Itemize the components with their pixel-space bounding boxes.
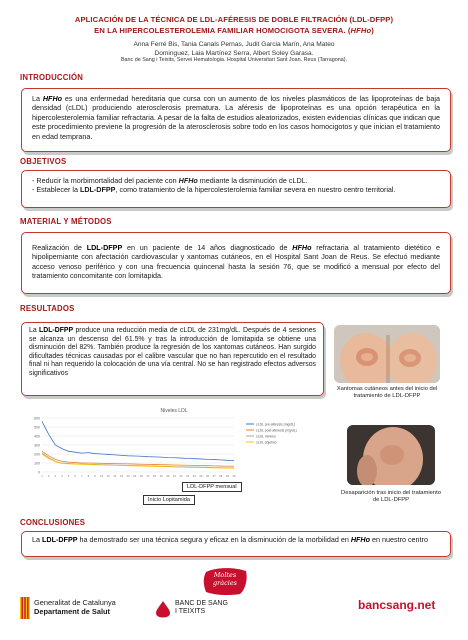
x-tick-label: 20: [166, 474, 170, 478]
legend-label: cLDL post-aféresis (mg/dL): [256, 428, 297, 433]
section-heading-results: RESULTADOS: [20, 304, 75, 313]
title-line-1: APLICACIÓN DE LA TÉCNICA DE LDL-AFÉRESIS DE DOBLE FILTRACIÓN (LDL-DFPP): [74, 15, 394, 24]
annotation-lomitapide: Inicio Lopitamida: [143, 495, 195, 505]
legend-label: cLDL pre-aféresis (mg/dL): [256, 422, 296, 427]
series-line: [42, 422, 234, 461]
intro-box: [21, 88, 451, 152]
section-heading-methods: MATERIAL Y MÉTODOS: [20, 217, 112, 226]
bst-text: BANC DE SANG I TEIXITS: [175, 600, 228, 616]
ldl-chart-svg: [24, 404, 324, 504]
x-tick-label: 27: [212, 474, 216, 478]
objective-item-1: - Reducir la morbimortalidad del paciente con HFHo mediante la disminución de cLDL.: [32, 176, 308, 185]
x-tick-label: 16: [139, 474, 143, 478]
xanthoma-photo-before: [334, 325, 440, 383]
x-tick-label: 29: [225, 474, 229, 478]
x-tick-label: 24: [192, 474, 196, 478]
x-tick-label: 14: [126, 474, 130, 478]
x-tick-label: 30: [232, 474, 236, 478]
section-heading-intro: INTRODUCCIÓN: [20, 73, 84, 82]
gencat-text: Generalitat de Catalunya Departament de Salut: [34, 598, 116, 616]
thanks-text: Moltes gràcies: [212, 571, 238, 587]
annotation-monthly: LDL-DFPP mensual: [182, 482, 242, 492]
gencat-logo: [20, 595, 140, 623]
x-tick-label: 4: [61, 474, 63, 478]
x-tick-label: 6: [74, 474, 76, 478]
intro-text: La HFHo es una enfermedad hereditaria que cursa con un aumento de los niveles plasmáticos de las lipoproteínas de baja densidad (cLDL) produciendo aterosclerosis prematura. La aféresis de lipoproteínas es una opción terapéutica en la hipercolesterolemia familiar refractaria. A pesar de la falta de estudios aleatorizados, existen evidencias clínicas que indican que este procedimiento previene la progresión de la aterosclerosis sobre todo en los casos homocigotos y que inician el tratamiento en edad temprana.: [32, 94, 440, 141]
section-heading-conclusions: CONCLUSIONES: [20, 518, 86, 527]
website-link[interactable]: bancsang.net: [358, 598, 436, 612]
legend-label: cLDL mínimo: [256, 434, 276, 439]
affiliation: Banc de Sang i Teixits, Servei Hematologia. Hospital Universitari Sant Joan. Reus (Tarragona).: [120, 57, 348, 63]
thanks-badge: [200, 566, 250, 596]
poster-title: [10, 14, 458, 36]
y-tick-label: 500: [34, 425, 40, 430]
caption-before: Xantomas cutáneos antes del inicio del tratamiento de LDL-DFPP: [336, 386, 438, 400]
x-tick-label: 1: [41, 474, 43, 478]
y-tick-label: 400: [34, 434, 40, 439]
x-tick-label: 10: [100, 474, 104, 478]
x-tick-label: 13: [119, 474, 124, 478]
x-tick-label: 28: [219, 474, 223, 478]
y-tick-label: 600: [34, 416, 40, 421]
caption-after: Desaparición tras inicio del tratamiento de LDL-DFPP: [341, 490, 441, 504]
legend-label: cLDL objetivo: [256, 440, 277, 445]
x-tick-label: 5: [67, 474, 70, 478]
results-text: La LDL-DFPP produce una reducción media de cLDL de 231mg/dL. Después de 4 sesiones se alcanza un descenso del 61.5% y tras la introducción de lomitapida se obtiene una disminución del 82%. También produce la regresión de los xantomas cutáneos. Han surgido dificultades técnicas causadas por el calibre vascular que no han repercutido en el resultado final ni han requerido la colocación de una vía central. No se han registrado efectos adversos significativos: [29, 327, 316, 377]
x-tick-label: 2: [47, 474, 50, 478]
x-tick-label: 22: [179, 474, 183, 478]
methods-text: Realización de LDL-DFPP en un paciente de 14 años diagnosticado de HFHo refractaria al tratamiento dietético e hipolipemiante con afectación cardiovascular y xantomas cutáneos, en el Hospital Sant Joan de Reus. Se efectuó mediante acceso venoso periférico y con una frecuencia quincenal hasta la sesión 76, que se modificó a mensual por efecto del tratamiento concomitante con lomitapida.: [32, 243, 440, 281]
ldl-chart: [24, 404, 324, 504]
section-heading-objectives: OBJETIVOS: [20, 157, 67, 166]
y-tick-label: 100: [34, 461, 40, 466]
authors: Anna Ferré Bis, Tania Canals Pernas, Judit Garcia Marín, Ana Mateo Dominguez, Laia Martínez Serra, Albert Soley Garasa.: [133, 41, 335, 57]
x-tick-label: 7: [80, 474, 83, 478]
conclusions-text: La LDL-DFPP ha demostrado ser una técnica segura y eficaz en la disminución de la morbilidad en HFHo en nuestro centro: [32, 535, 428, 544]
blood-drop-icon: [155, 600, 171, 618]
x-tick-label: 12: [113, 474, 117, 478]
title-line-2: EN LA HIPERCOLESTEROLEMIA FAMILIAR HOMOCIGOTA SEVERA. (HFHo): [94, 26, 374, 35]
knee-after-illustration: [347, 425, 435, 485]
y-tick-label: 300: [34, 443, 40, 448]
x-tick-label: 11: [106, 474, 110, 478]
senyera-icon: [20, 597, 30, 619]
results-box: [21, 322, 324, 396]
x-tick-label: 19: [159, 474, 163, 478]
x-tick-label: 18: [152, 474, 157, 478]
x-tick-label: 15: [133, 474, 137, 478]
knees-before-illustration: [334, 325, 440, 383]
y-tick-label: 200: [34, 452, 40, 457]
x-tick-label: 23: [186, 474, 190, 478]
x-tick-label: 26: [205, 474, 210, 478]
x-tick-label: 25: [199, 474, 203, 478]
x-tick-label: 3: [54, 474, 57, 478]
conclusions-box: [21, 531, 451, 557]
xanthoma-photo-after: [347, 425, 435, 485]
y-tick-label: 0: [38, 470, 40, 475]
objectives-box: [21, 170, 451, 208]
x-tick-label: 21: [172, 474, 176, 478]
x-tick-label: 9: [94, 474, 96, 478]
methods-box: [21, 232, 451, 294]
objective-item-2: - Establecer la LDL-DFPP, como tratamiento de la hipercolesterolemia familiar severa en nuestro centro territorial.: [32, 185, 396, 195]
x-tick-label: 17: [146, 474, 150, 478]
bst-logo: [155, 598, 265, 626]
chart-title: Niveles LDL: [160, 408, 188, 414]
x-tick-label: 8: [87, 474, 90, 478]
